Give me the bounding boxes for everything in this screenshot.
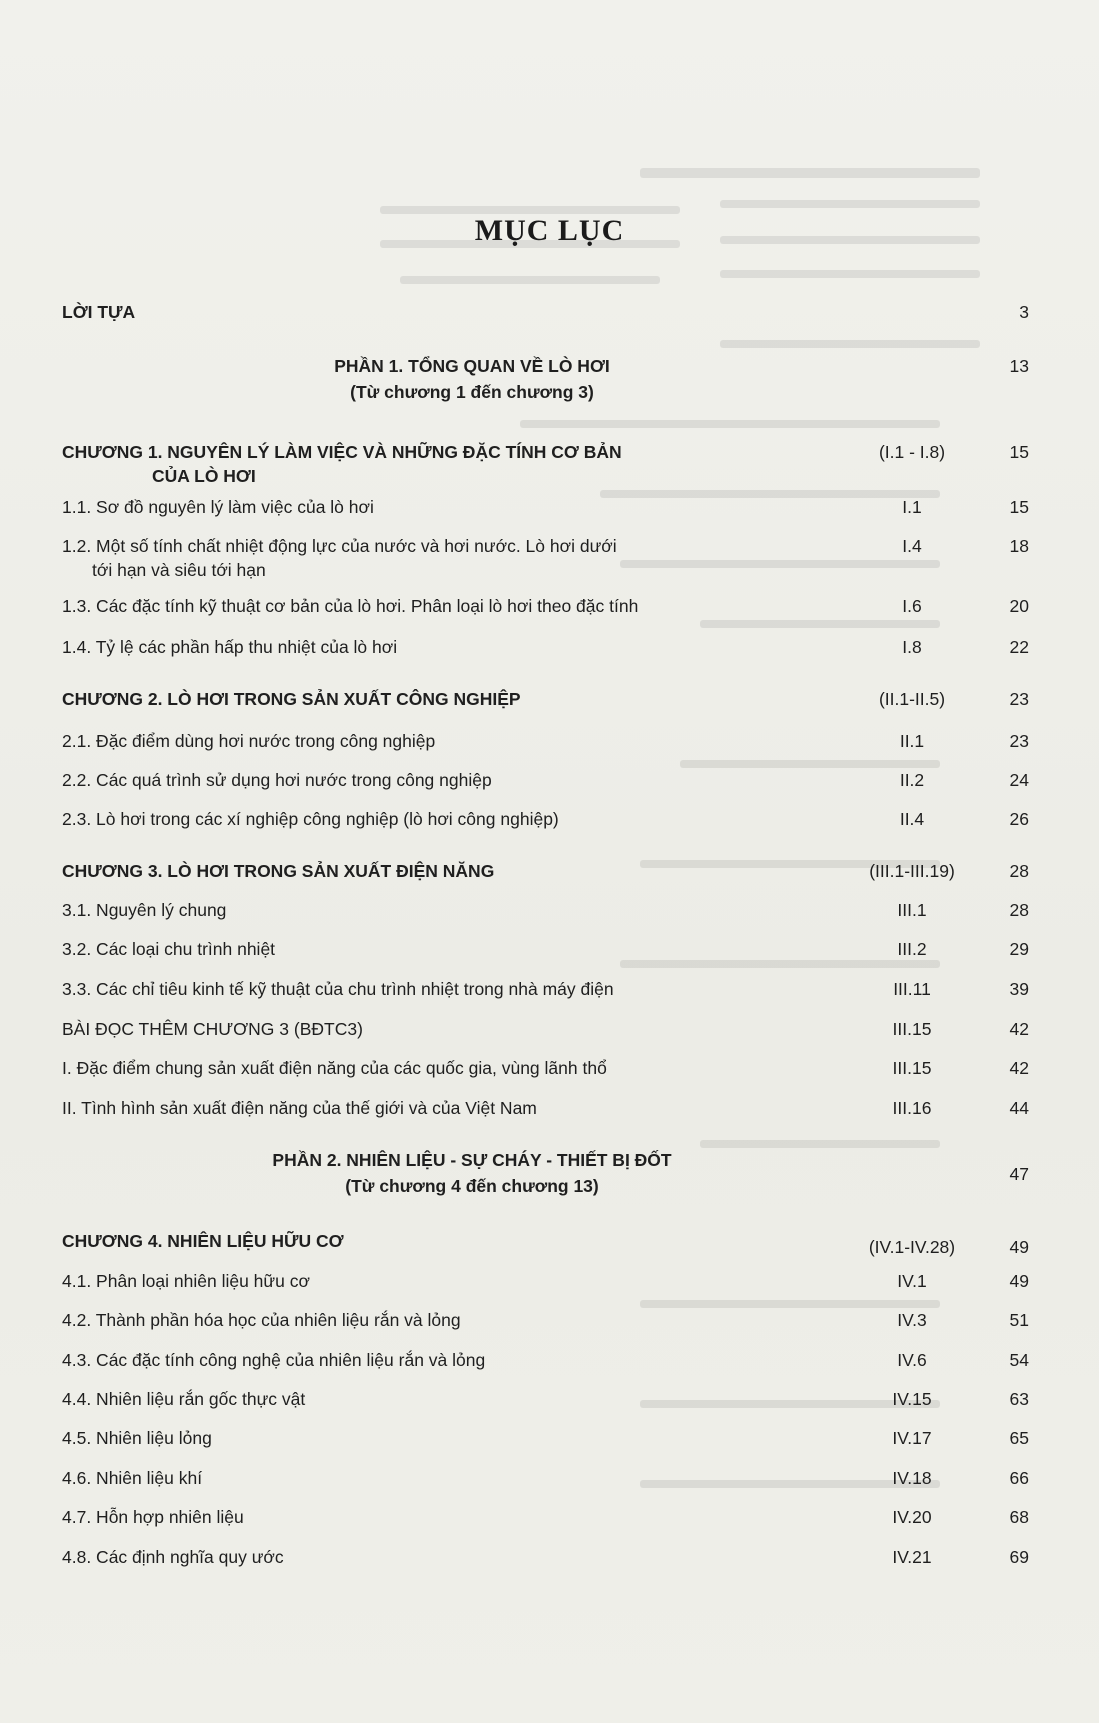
entry-label: 4.1. Phân loại nhiên liệu hữu cơ	[62, 1271, 310, 1291]
entry-page: 66	[1009, 1468, 1029, 1488]
entry-page: 54	[1009, 1350, 1029, 1370]
toc-entry-1-3[interactable]	[62, 594, 1029, 618]
part-subheading: (Từ chương 1 đến chương 3)	[350, 382, 594, 402]
toc-entry-reading-c3[interactable]	[62, 1017, 1029, 1041]
entry-ref: I.6	[902, 596, 922, 616]
entry-page: 49	[1009, 1271, 1029, 1291]
entry-ref: (III.1-III.19)	[869, 861, 955, 881]
entry-label: 4.5. Nhiên liệu lỏng	[62, 1428, 212, 1448]
entry-page: 29	[1009, 939, 1029, 959]
toc-entry-chapter-1[interactable]	[62, 440, 1029, 490]
toc-entry-2-3[interactable]	[62, 807, 1029, 831]
entry-label: 3.1. Nguyên lý chung	[62, 900, 227, 920]
entry-ref: IV.17	[892, 1428, 932, 1448]
chapter-heading: CHƯƠNG 3. LÒ HƠI TRONG SẢN XUẤT ĐIỆN NĂNG	[62, 861, 495, 881]
entry-ref: I.8	[902, 637, 922, 657]
entry-ref: (I.1 - I.8)	[878, 442, 946, 462]
entry-ref: IV.18	[892, 1468, 932, 1488]
entry-page: 42	[1009, 1058, 1029, 1078]
entry-page: 65	[1009, 1428, 1029, 1448]
entry-page: 28	[1009, 900, 1029, 920]
toc-entry-4-6[interactable]	[62, 1466, 1029, 1490]
entry-page: 42	[1009, 1019, 1029, 1039]
entry-label: 4.7. Hỗn hợp nhiên liệu	[62, 1507, 244, 1527]
entry-label: BÀI ĐỌC THÊM CHƯƠNG 3 (BĐTC3)	[62, 1019, 363, 1039]
toc-entry-4-5[interactable]	[62, 1426, 1029, 1450]
toc-entry-chapter-3[interactable]	[62, 859, 1029, 883]
entry-ref: II.1	[899, 731, 925, 751]
entry-label: 4.8. Các định nghĩa quy ước	[62, 1547, 284, 1567]
entry-page: 28	[1009, 861, 1029, 881]
toc-entry-part-1[interactable]	[62, 354, 1029, 406]
entry-ref: III.2	[897, 939, 927, 959]
entry-page: 18	[1009, 536, 1029, 556]
toc-entry-2-2[interactable]	[62, 768, 1029, 792]
toc-entry-4-1[interactable]	[62, 1269, 1029, 1293]
chapter-heading: CHƯƠNG 4. NHIÊN LIỆU HỮU CƠ	[62, 1231, 344, 1251]
entry-label: 4.3. Các đặc tính công nghệ của nhiên liệu rắn và lỏng	[62, 1350, 486, 1370]
entry-label: 4.2. Thành phần hóa học của nhiên liệu rắn và lỏng	[62, 1310, 461, 1330]
toc-entry-4-8[interactable]	[62, 1545, 1029, 1569]
entry-page: 13	[1009, 356, 1029, 376]
toc-entry-4-4[interactable]	[62, 1387, 1029, 1411]
chapter-heading-continued: CỦA LÒ HƠI	[152, 466, 256, 486]
entry-ref: IV.20	[892, 1507, 932, 1527]
toc-entry-3-2[interactable]	[62, 937, 1029, 961]
entry-ref: IV.3	[897, 1310, 927, 1330]
entry-label: 3.3. Các chỉ tiêu kinh tế kỹ thuật của chu trình nhiệt trong nhà máy điện	[62, 979, 614, 999]
entry-ref: I.4	[902, 536, 922, 556]
entry-ref: III.11	[893, 979, 931, 999]
page-title: MỤC LỤC	[474, 214, 625, 247]
entry-page: 23	[1009, 689, 1029, 709]
toc-entry-3-1[interactable]	[62, 898, 1029, 922]
toc-entry-4-2[interactable]	[62, 1308, 1029, 1332]
entry-ref: III.1	[897, 900, 927, 920]
entry-ref: II.4	[899, 809, 925, 829]
toc-entry-1-4[interactable]	[62, 635, 1029, 659]
entry-ref: (II.1-II.5)	[878, 689, 946, 709]
entry-label: 3.2. Các loại chu trình nhiệt	[62, 939, 276, 959]
entry-ref: III.15	[892, 1019, 932, 1039]
toc-entry-part-2[interactable]	[62, 1148, 1029, 1200]
entry-label: 1.3. Các đặc tính kỹ thuật cơ bản của lò hơi. Phân loại lò hơi theo đặc tính	[62, 596, 639, 616]
entry-label: 4.4. Nhiên liệu rắn gốc thực vật	[62, 1389, 306, 1409]
entry-page: 22	[1009, 637, 1029, 657]
entry-ref: III.15	[892, 1058, 932, 1078]
toc-entry-1-1[interactable]	[62, 495, 1029, 519]
entry-label: LỜI TỰA	[62, 302, 136, 322]
entry-label: 2.2. Các quá trình sử dụng hơi nước trong công nghiệp	[62, 770, 492, 790]
entry-label: I. Đặc điểm chung sản xuất điện năng của các quốc gia, vùng lãnh thổ	[62, 1058, 607, 1078]
entry-page: 24	[1009, 770, 1029, 790]
toc-entry-preface[interactable]	[62, 300, 1029, 324]
entry-ref: I.1	[902, 497, 922, 517]
entry-page: 20	[1009, 596, 1029, 616]
entry-label: 1.2. Một số tính chất nhiệt động lực của nước và hơi nước. Lò hơi dưới	[62, 536, 617, 556]
toc-entry-4-7[interactable]	[62, 1505, 1029, 1529]
entry-page: 3	[1019, 302, 1029, 322]
entry-page: 69	[1009, 1547, 1029, 1567]
entry-page: 51	[1009, 1310, 1029, 1330]
entry-ref: IV.15	[892, 1389, 932, 1409]
entry-ref: IV.6	[897, 1350, 927, 1370]
toc-entry-2-1[interactable]	[62, 729, 1029, 753]
part-heading: PHẦN 1. TỔNG QUAN VỀ LÒ HƠI	[334, 356, 610, 376]
entry-page: 63	[1009, 1389, 1029, 1409]
entry-page: 47	[1009, 1164, 1029, 1184]
toc-entry-reading-c3-ii[interactable]	[62, 1096, 1029, 1120]
toc-entry-3-3[interactable]	[62, 977, 1029, 1001]
toc-entry-1-2[interactable]	[62, 534, 1029, 584]
entry-ref: (IV.1-IV.28)	[868, 1237, 956, 1257]
toc-entry-chapter-4[interactable]	[62, 1229, 1029, 1257]
entry-page: 26	[1009, 809, 1029, 829]
toc-entry-4-3[interactable]	[62, 1348, 1029, 1372]
entry-page: 15	[1009, 442, 1029, 462]
entry-page: 23	[1009, 731, 1029, 751]
entry-ref: III.16	[892, 1098, 932, 1118]
entry-label-continued: tới hạn và siêu tới hạn	[92, 560, 266, 580]
entry-page: 39	[1009, 979, 1029, 999]
entry-ref: IV.1	[897, 1271, 927, 1291]
toc-entry-reading-c3-i[interactable]	[62, 1056, 1029, 1080]
entry-label: 2.1. Đặc điểm dùng hơi nước trong công nghiệp	[62, 731, 436, 751]
entry-page: 44	[1009, 1098, 1029, 1118]
entry-page: 68	[1009, 1507, 1029, 1527]
toc-entry-chapter-2[interactable]	[62, 687, 1029, 711]
chapter-heading: CHƯƠNG 1. NGUYÊN LÝ LÀM VIỆC VÀ NHỮNG ĐẶC TÍNH CƠ BẢN	[62, 442, 622, 462]
chapter-heading: CHƯƠNG 2. LÒ HƠI TRONG SẢN XUẤT CÔNG NGHIỆP	[62, 689, 521, 709]
entry-label: II. Tình hình sản xuất điện năng của thế giới và của Việt Nam	[62, 1098, 537, 1118]
entry-label: 1.4. Tỷ lệ các phần hấp thu nhiệt của lò hơi	[62, 637, 398, 657]
entry-label: 1.1. Sơ đồ nguyên lý làm việc của lò hơi	[62, 497, 374, 517]
entry-page: 15	[1009, 497, 1029, 517]
entry-ref: II.2	[899, 770, 925, 790]
part-heading: PHẦN 2. NHIÊN LIỆU - SỰ CHÁY - THIẾT BỊ ĐỐT	[272, 1150, 672, 1170]
entry-page: 49	[1009, 1237, 1029, 1257]
entry-label: 2.3. Lò hơi trong các xí nghiệp công nghiệp (lò hơi công nghiệp)	[62, 809, 559, 829]
part-subheading: (Từ chương 4 đến chương 13)	[345, 1176, 599, 1196]
entry-label: 4.6. Nhiên liệu khí	[62, 1468, 203, 1488]
entry-ref: IV.21	[892, 1547, 932, 1567]
